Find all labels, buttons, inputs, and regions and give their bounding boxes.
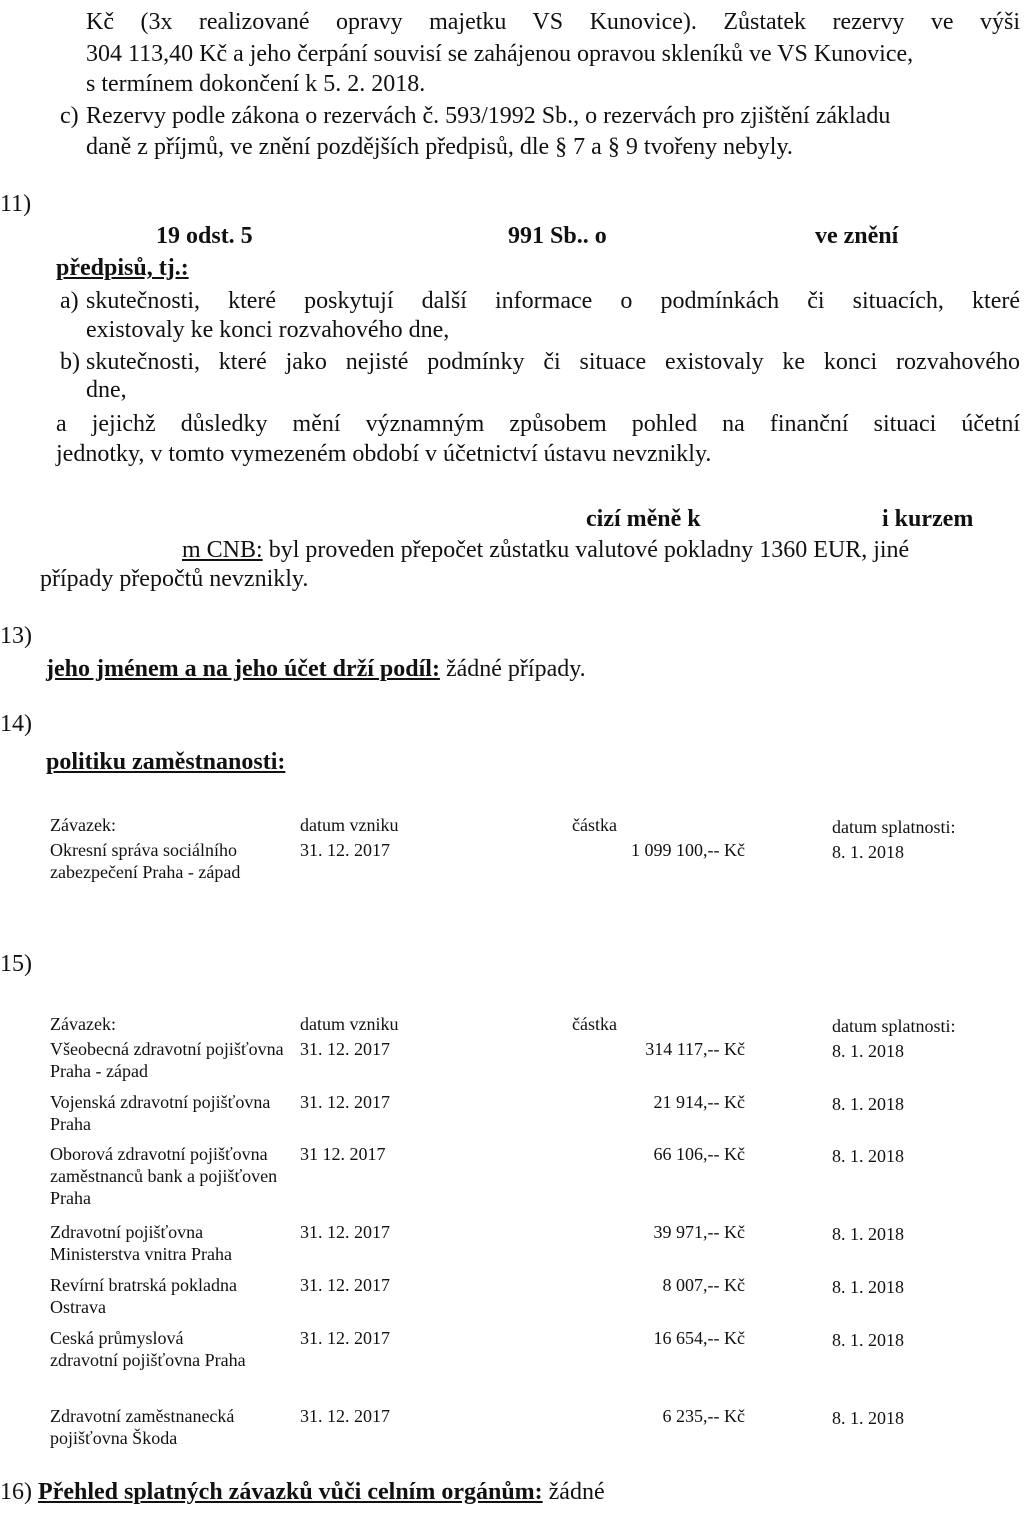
- table-14-row-amount: 1 099 100,-- Kč: [631, 840, 745, 860]
- section-13-number: 13): [0, 623, 32, 649]
- table-row-date: 31. 12. 2017: [300, 1039, 390, 1059]
- table-row: Ceská průmyslová zdravotní pojišťovna Praha: [50, 1328, 246, 1370]
- section-12-fragment-3: m CNB:: [182, 537, 263, 563]
- table-14-row-creditor: Okresní správa sociálního zabezpečení Praha - západ: [50, 840, 241, 882]
- table-row-due: 8. 1. 2018: [832, 1277, 904, 1297]
- item-a-line-1: skutečnosti, které poskytují další informace o podmínkách či situacích, které: [86, 288, 1020, 314]
- section-12-fragment-2: i kurzem: [882, 506, 974, 532]
- table-row: Revírní bratrská pokladna Ostrava: [50, 1275, 237, 1317]
- table-row-due: 8. 1. 2018: [832, 1146, 904, 1166]
- table-14-header-amount: částka: [572, 815, 617, 835]
- table-row-amount: 8 007,-- Kč: [662, 1275, 745, 1295]
- section-12-line-1: [182, 536, 909, 564]
- section-12-fragment-1: cizí měně k: [586, 506, 701, 532]
- table-row: Vojenská zdravotní pojišťovna Praha: [50, 1092, 271, 1134]
- table-row-amount: 66 106,-- Kč: [653, 1144, 745, 1164]
- table-row-date: 31. 12. 2017: [300, 1406, 390, 1426]
- section-13-heading: jeho jménem a na jeho účet drží podíl:: [46, 656, 440, 682]
- section-12-line-2: případy přepočtů nevznikly.: [40, 566, 309, 592]
- table-row-amount: 39 971,-- Kč: [653, 1222, 745, 1242]
- section-11-fragment-2: 991 Sb.. o: [508, 223, 607, 249]
- table-14-row-date: 31. 12. 2017: [300, 840, 390, 860]
- table-row: Všeobecná zdravotní pojišťovna Praha - západ: [50, 1039, 284, 1081]
- table-row-amount: 21 914,-- Kč: [653, 1092, 745, 1112]
- table-15-header-amount: částka: [572, 1014, 617, 1034]
- table-row-due: 8. 1. 2018: [832, 1224, 904, 1244]
- table-14-header-due: datum splatnosti:: [832, 817, 956, 837]
- table-row-due: 8. 1. 2018: [832, 1041, 904, 1061]
- table-row-due: 8. 1. 2018: [832, 1408, 904, 1428]
- section-11-tail-line-2: jednotky, v tomto vymezeném období v účetnictví ústavu nevznikly.: [56, 441, 712, 467]
- section-11-fragment-1: 19 odst. 5: [156, 223, 253, 249]
- section-11-fragment-4: předpisů, tj.:: [56, 255, 189, 281]
- section-14-number: 14): [0, 711, 32, 737]
- section-11-fragment-3: ve znění: [815, 223, 899, 249]
- table-row-date: 31. 12. 2017: [300, 1222, 390, 1242]
- section-15-number: 15): [0, 951, 32, 977]
- item-c-marker: c): [60, 103, 79, 129]
- table-row-due: 8. 1. 2018: [832, 1330, 904, 1350]
- intro-line-1: Kč (3x realizované opravy majetku VS Kunovice). Zůstatek rezervy ve výši: [86, 9, 1020, 35]
- section-11-tail-line-1: a jejichž důsledky mění významným způsobem pohled na finanční situaci účetní: [56, 411, 1020, 437]
- intro-line-3: s termínem dokončení k 5. 2. 2018.: [86, 71, 426, 97]
- section-16-line: [0, 1478, 605, 1506]
- item-b-line-1: skutečnosti, které jako nejisté podmínky či situace existovaly ke konci rozvahového: [86, 349, 1020, 375]
- item-a-line-2: existovaly ke konci rozvahového dne,: [86, 317, 450, 343]
- table-15-header-due: datum splatnosti:: [832, 1016, 956, 1036]
- table-row-date: 31 12. 2017: [300, 1144, 386, 1164]
- item-b-line-2: dne,: [86, 377, 127, 403]
- table-15-header-date: datum vzniku: [300, 1014, 399, 1034]
- table-14-row-due: 8. 1. 2018: [832, 842, 904, 862]
- section-13-line: [46, 655, 586, 683]
- table-14-header-date: datum vzniku: [300, 815, 399, 835]
- table-row-date: 31. 12. 2017: [300, 1328, 390, 1348]
- table-row-due: 8. 1. 2018: [832, 1094, 904, 1114]
- section-13-value: žádné případy.: [439, 656, 586, 682]
- section-16-number: 16): [0, 1479, 32, 1505]
- table-row-date: 31. 12. 2017: [300, 1092, 390, 1112]
- item-c-line-1: Rezervy podle zákona o rezervách č. 593/1992 Sb., o rezervách pro zjištění základu: [86, 103, 891, 129]
- table-row-date: 31. 12. 2017: [300, 1275, 390, 1295]
- section-16-value: žádné: [542, 1479, 605, 1505]
- item-a-marker: a): [60, 288, 79, 314]
- section-14-heading: politiku zaměstnanosti:: [46, 749, 286, 775]
- item-c-line-2: daně z příjmů, ve znění pozdějších předpisů, dle § 7 a § 9 tvořeny nebyly.: [86, 134, 793, 160]
- section-16-heading: Přehled splatných závazků vůči celním orgánům:: [38, 1479, 543, 1505]
- table-row-amount: 16 654,-- Kč: [653, 1328, 745, 1348]
- table-row-amount: 314 117,-- Kč: [645, 1039, 745, 1059]
- section-12-text-1: byl proveden přepočet zůstatku valutové pokladny 1360 EUR, jiné: [262, 537, 910, 563]
- table-row: Zdravotní pojišťovna Ministerstva vnitra Praha: [50, 1222, 232, 1264]
- item-b-marker: b): [60, 349, 80, 375]
- table-14-header-creditor: Závazek:: [50, 815, 116, 835]
- table-row: Zdravotní zaměstnanecká pojišťovna Škoda: [50, 1406, 235, 1448]
- table-15-header-creditor: Závazek:: [50, 1014, 116, 1034]
- section-11-number: 11): [0, 191, 32, 217]
- table-row: Oborová zdravotní pojišťovna zaměstnanců bank a pojišťoven Praha: [50, 1144, 278, 1208]
- intro-line-2: 304 113,40 Kč a jeho čerpání souvisí se zahájenou opravou skleníků ve VS Kunovice,: [86, 41, 914, 67]
- table-row-amount: 6 235,-- Kč: [662, 1406, 745, 1426]
